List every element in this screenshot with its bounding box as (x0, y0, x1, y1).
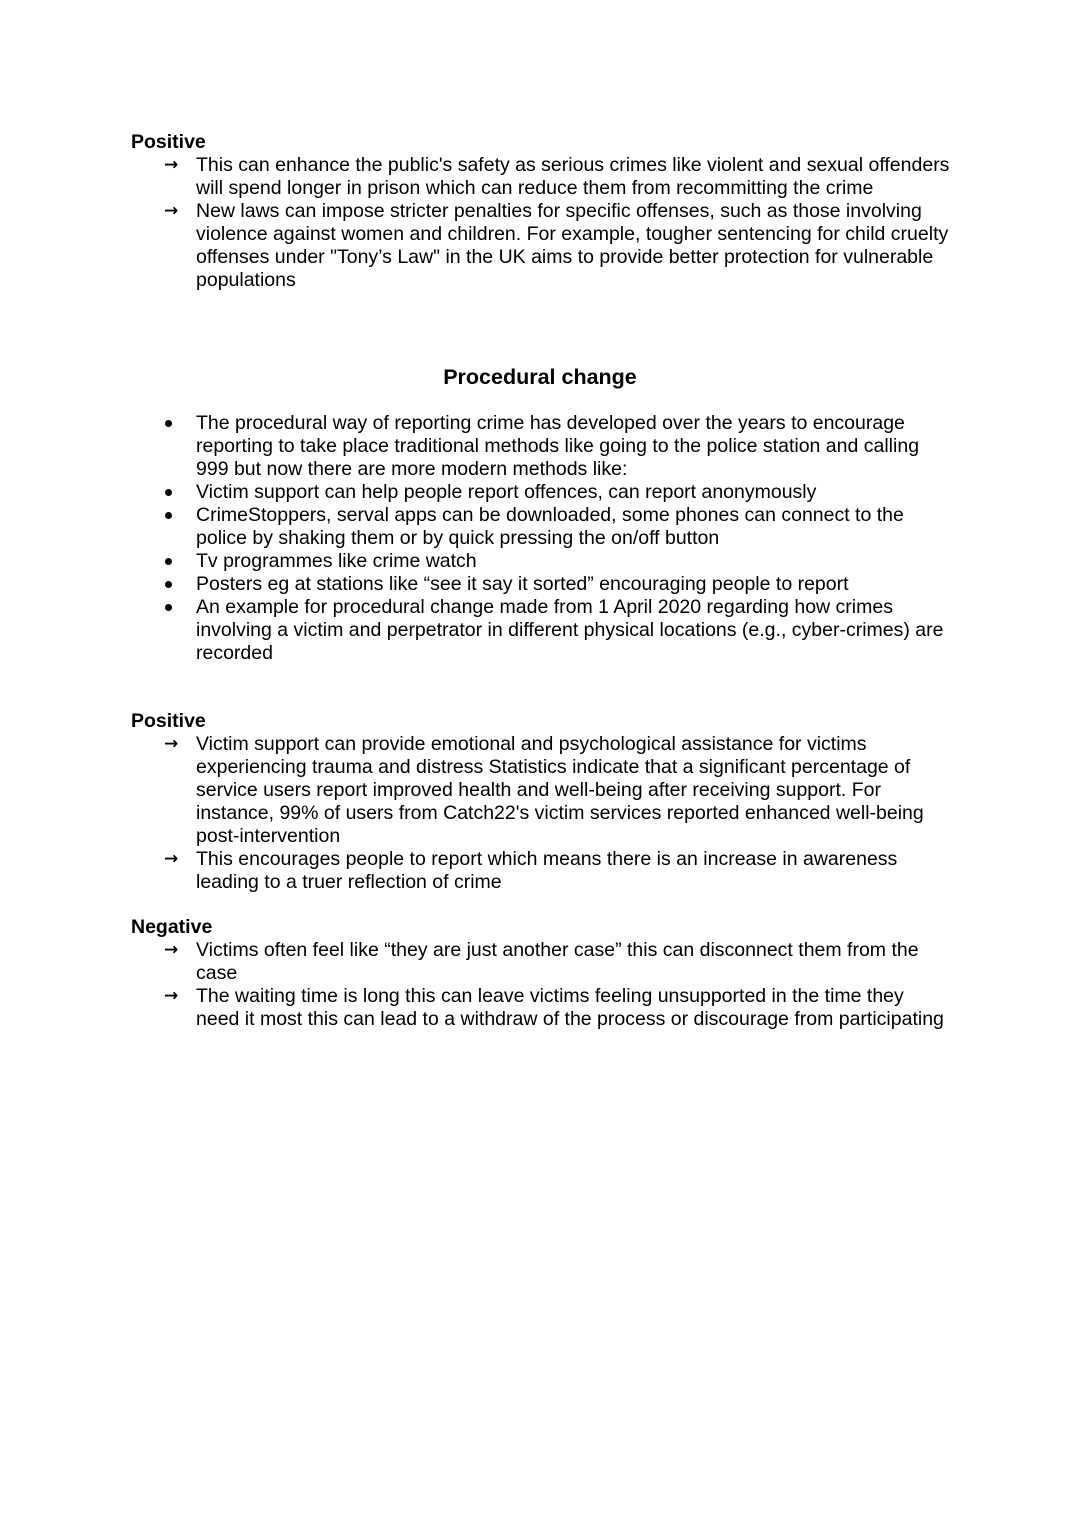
heading-negative: Negative (131, 916, 213, 938)
list-item (160, 985, 950, 1031)
list-item-text: Victims often feel like “they are just another case” this can disconnect them from the case (196, 939, 919, 984)
list-item (160, 939, 950, 985)
list-item-text: Tv programmes like crime watch (196, 550, 477, 572)
arrow-right-icon: → (164, 940, 179, 960)
list-item (160, 596, 950, 665)
bullet-icon (165, 412, 189, 435)
list-item (160, 412, 950, 481)
section-title-procedural-change: Procedural change (443, 365, 637, 389)
list-item-text: The procedural way of reporting crime has developed over the years to encourage reporting to take place traditional methods like going to the police station and calling 999 but now there are more modern methods like: (196, 412, 920, 480)
positive-list-2 (160, 733, 950, 894)
procedural-list (160, 412, 950, 665)
list-item-text: CrimeStoppers, serval apps can be downloaded, some phones can connect to the police by shaking them or by quick pressing the on/off button (196, 504, 904, 549)
list-item-text: Victim support can provide emotional and psychological assistance for victims experiencing trauma and distress Statistics indicate that a significant percentage of service users report improved health and well-being after receiving support. For instance, 99% of users from Catch22's victim services reported enhanced well-being post-intervention (196, 733, 924, 847)
negative-list (160, 939, 950, 1031)
list-item-text: The waiting time is long this can leave victims feeling unsupported in the time they need it most this can lead to a withdraw of the process or discourage from participating (196, 985, 944, 1030)
arrow-right-icon: → (164, 986, 179, 1006)
heading-positive-2: Positive (131, 710, 206, 732)
arrow-right-icon: → (164, 155, 179, 175)
list-item (160, 200, 950, 292)
heading-positive-1: Positive (131, 131, 206, 153)
list-item (160, 573, 950, 596)
arrow-right-icon: → (164, 849, 179, 869)
list-item-text: New laws can impose stricter penalties for specific offenses, such as those involving violence against women and children. For example, tougher sentencing for child cruelty offenses under "Tony’s Law" in the UK aims to provide better protection for vulnerable populations (196, 200, 949, 291)
bullet-icon (165, 596, 189, 619)
arrow-right-icon: → (164, 201, 179, 221)
bullet-icon (165, 573, 189, 596)
list-item-text: Posters eg at stations like “see it say it sorted” encouraging people to report (196, 573, 849, 595)
bullet-icon (165, 504, 189, 527)
list-item (160, 154, 950, 200)
list-item-text: Victim support can help people report offences, can report anonymously (196, 481, 817, 503)
bullet-icon (165, 481, 189, 504)
bullet-icon (165, 550, 189, 573)
list-item (160, 504, 950, 550)
arrow-right-icon: → (164, 734, 179, 754)
list-item (160, 550, 950, 573)
list-item (160, 733, 950, 848)
list-item (160, 481, 950, 504)
list-item (160, 848, 950, 894)
list-item-text: This can enhance the public's safety as serious crimes like violent and sexual offenders will spend longer in prison which can reduce them from recommitting the crime (196, 154, 950, 199)
positive-list-1 (160, 154, 950, 292)
list-item-text: This encourages people to report which means there is an increase in awareness leading to a truer reflection of crime (196, 848, 898, 893)
list-item-text: An example for procedural change made from 1 April 2020 regarding how crimes involving a victim and perpetrator in different physical locations (e.g., cyber-crimes) are recorded (196, 596, 944, 664)
